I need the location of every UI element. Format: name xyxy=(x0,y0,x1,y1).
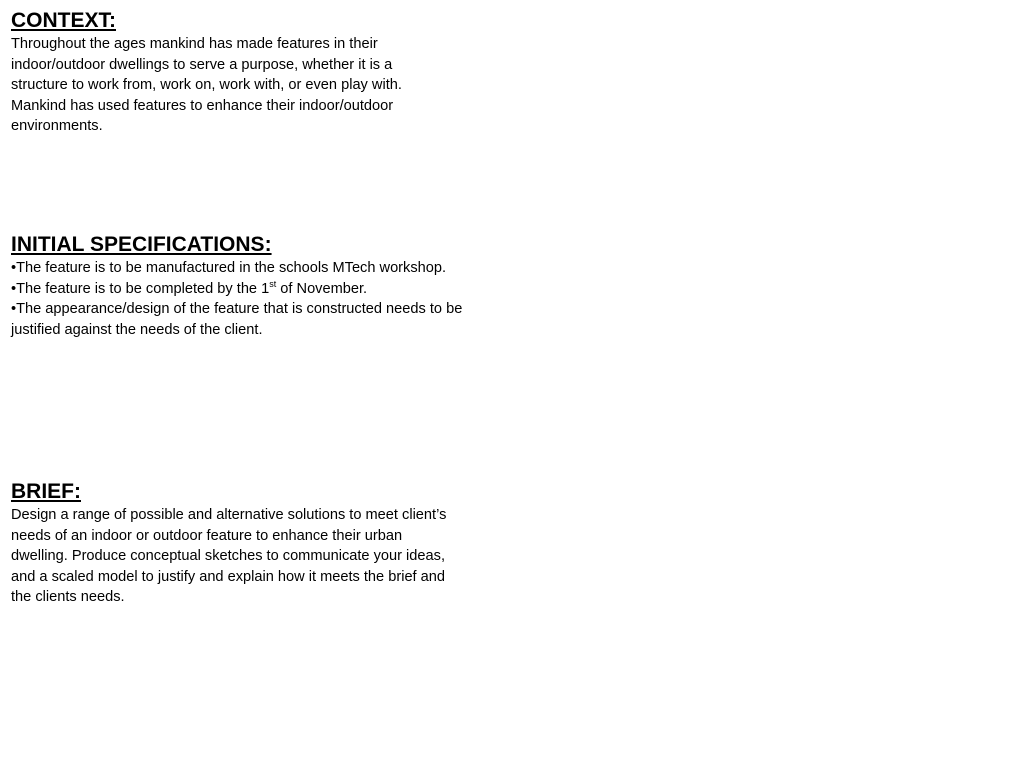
context-line: Throughout the ages mankind has made features in their xyxy=(11,36,378,52)
brief-line: dwelling. Produce conceptual sketches to communicate your ideas, xyxy=(11,548,445,564)
brief-paragraph xyxy=(11,505,506,608)
specification-item xyxy=(11,258,506,279)
context-line: Mankind has used features to enhance their indoor/outdoor xyxy=(11,97,394,114)
context-line: indoor/outdoor dwellings to serve a purpose, whether it is a xyxy=(11,56,393,73)
specifications-section xyxy=(11,233,506,340)
bullet-icon: • xyxy=(11,260,17,276)
context-section xyxy=(11,9,506,137)
brief-line: and a scaled model to justify and explain how it meets the brief and xyxy=(11,568,446,585)
brief-heading: BRIEF: xyxy=(11,480,81,503)
context-heading: CONTEXT: xyxy=(11,9,116,32)
brief-line: needs of an indoor or outdoor feature to enhance their urban xyxy=(11,527,403,544)
specifications-heading: INITIAL SPECIFICATIONS: xyxy=(11,233,272,256)
context-line: environments. xyxy=(11,118,103,134)
specification-text: The appearance/design of the feature that is constructed needs to be xyxy=(16,301,463,317)
specification-item xyxy=(11,279,506,300)
specification-item xyxy=(11,299,506,320)
bullet-icon: • xyxy=(11,301,17,317)
specification-text: The feature is to be manufactured in the schools MTech workshop. xyxy=(16,260,447,276)
specifications-list xyxy=(11,258,506,340)
specification-text: of November. xyxy=(276,280,368,297)
bullet-icon: • xyxy=(11,280,17,297)
brief-line: Design a range of possible and alternative solutions to meet client’s xyxy=(11,507,447,523)
brief-section xyxy=(11,480,506,608)
brief-line: the clients needs. xyxy=(11,589,125,605)
context-paragraph xyxy=(11,34,506,137)
specification-text: The feature is to be completed by the 1 xyxy=(16,280,270,297)
context-line: structure to work from, work on, work with, or even play with. xyxy=(11,77,402,93)
ordinal-suffix: st xyxy=(269,278,277,289)
specification-item-continuation: justified against the needs of the client. xyxy=(11,321,263,338)
